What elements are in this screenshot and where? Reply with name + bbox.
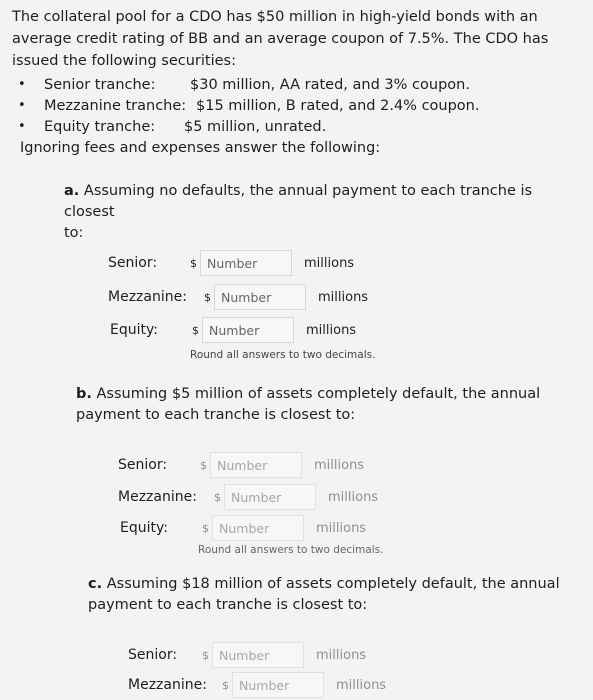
rounding-note: Round all answers to two decimals. <box>190 349 376 361</box>
unit-label: millions <box>314 457 365 473</box>
row-label: Mezzanine: <box>128 677 207 693</box>
row-label: Equity: <box>120 520 168 536</box>
unit-label: millions <box>318 289 369 305</box>
answer-row-equity <box>120 515 366 541</box>
unit-label: millions <box>316 520 367 536</box>
rounding-note: Round all answers to two decimals. <box>198 544 384 556</box>
security-label: Mezzanine tranche: <box>44 98 187 114</box>
part-c <box>88 574 584 616</box>
row-label: Senior: <box>128 647 178 663</box>
answer-row-mezzanine <box>128 672 386 698</box>
row-label: Senior: <box>118 457 168 473</box>
intro-line: The collateral pool for a CDO has $50 million in high-yield bonds with an <box>12 9 538 25</box>
row-label: Senior: <box>108 255 158 271</box>
part-letter: c. <box>88 576 103 592</box>
currency-symbol: $ <box>200 458 207 472</box>
security-detail: $30 million, AA rated, and 3% coupon. <box>190 77 470 93</box>
part-b-question <box>76 384 584 405</box>
part-a-question <box>64 181 584 223</box>
security-detail: $15 million, B rated, and 2.4% coupon. <box>196 98 480 114</box>
security-label: Equity tranche: <box>44 119 156 135</box>
row-label: Mezzanine: <box>108 289 187 305</box>
question-text-cont: payment to each tranche is closest to: <box>76 407 356 423</box>
question-text: Assuming no defaults, the annual payment to each tranche is closest <box>64 183 533 220</box>
answer-row-senior <box>108 250 354 276</box>
answer-row-senior <box>128 642 366 668</box>
currency-symbol: $ <box>222 678 229 692</box>
currency-symbol: $ <box>190 256 197 270</box>
part-a <box>64 181 584 244</box>
mezzanine-answer-input[interactable]: Number <box>214 284 306 310</box>
senior-answer-input[interactable]: Number <box>200 250 292 276</box>
currency-symbol: $ <box>192 323 199 337</box>
unit-label: millions <box>304 255 355 271</box>
equity-answer-input[interactable]: Number <box>202 317 294 343</box>
securities-list <box>12 74 584 137</box>
part-letter: b. <box>76 386 92 402</box>
answer-row-mezzanine <box>108 284 368 310</box>
row-label: Equity: <box>110 322 158 338</box>
unit-label: millions <box>316 647 367 663</box>
unit-label: millions <box>306 322 357 338</box>
equity-answer-input[interactable]: Number <box>212 515 304 541</box>
mezzanine-answer-input[interactable]: Number <box>232 672 324 698</box>
instruction-text: Ignoring fees and expenses answer the following: <box>20 140 381 156</box>
security-item-senior <box>12 74 584 95</box>
senior-answer-input[interactable]: Number <box>212 642 304 668</box>
answer-row-mezzanine <box>118 484 378 510</box>
intro-line: issued the following securities: <box>12 53 236 69</box>
question-text-cont: payment to each tranche is closest to: <box>88 597 368 613</box>
security-label: Senior tranche: <box>44 77 156 93</box>
mezzanine-answer-input[interactable]: Number <box>224 484 316 510</box>
part-b <box>76 384 584 426</box>
answer-row-equity <box>110 317 356 343</box>
part-c-question <box>88 574 584 595</box>
question-text: Assuming $18 million of assets completely default, the annual <box>106 576 560 592</box>
security-item-equity <box>12 116 584 137</box>
senior-answer-input[interactable]: Number <box>210 452 302 478</box>
answer-row-senior <box>118 452 364 478</box>
part-letter: a. <box>64 183 80 199</box>
security-detail: $5 million, unrated. <box>184 119 327 135</box>
security-item-mezzanine <box>12 95 584 116</box>
unit-label: millions <box>336 677 387 693</box>
currency-symbol: $ <box>204 290 211 304</box>
question-text-cont: to: <box>64 225 84 241</box>
unit-label: millions <box>328 489 379 505</box>
intro-line: average credit rating of BB and an average coupon of 7.5%. The CDO has <box>12 31 549 47</box>
question-intro <box>12 6 584 159</box>
row-label: Mezzanine: <box>118 489 197 505</box>
currency-symbol: $ <box>214 490 221 504</box>
currency-symbol: $ <box>202 521 209 535</box>
question-text: Assuming $5 million of assets completely default, the annual <box>96 386 541 402</box>
currency-symbol: $ <box>202 648 209 662</box>
